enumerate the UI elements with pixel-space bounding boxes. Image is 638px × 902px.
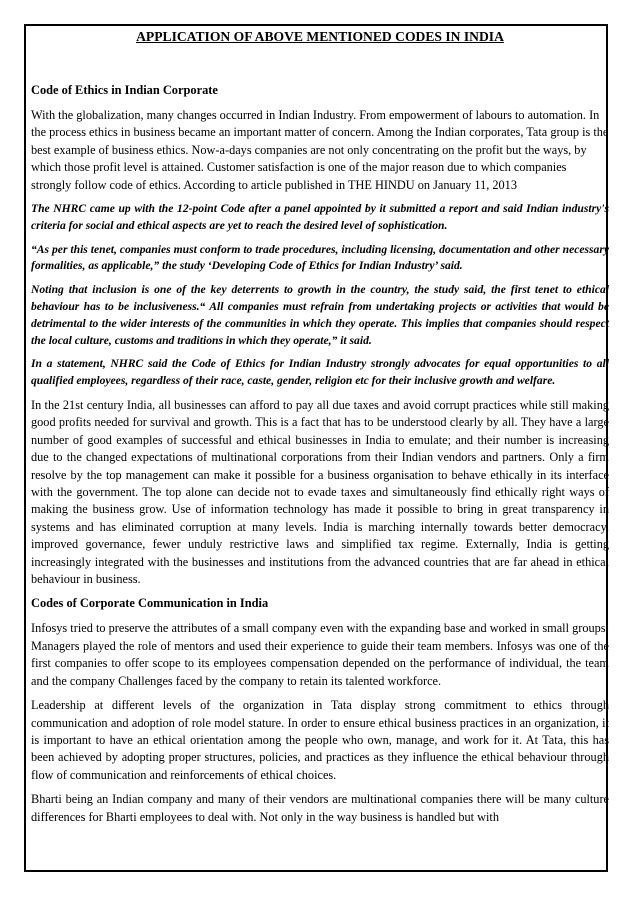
paragraph-bharti: Bharti being an Indian company and many of their vendors are multinational companies there will be many culture differences for Bharti employees to deal with. Not only in the way business is handled but with	[31, 792, 609, 824]
page-title: APPLICATION OF ABOVE MENTIONED CODES IN INDIA	[136, 29, 504, 44]
quote-equal-opportunities: In a statement, NHRC said the Code of Ethics for Indian Industry strongly advocates for equal opportunities to all qualified employees, regardless of their race, caste, gender, religion etc for their inclusive growth and welfare.	[31, 357, 609, 388]
section-heading-corporate-communication: Codes of Corporate Communication in India	[31, 596, 269, 611]
quote-inclusiveness: Noting that inclusion is one of the key deterrents to growth in the country, the study said, the first tenet to ethical behaviour has to be inclusiveness.“ All companies must refrain from undertaking projects or activities that would be detrimental to the wider interests of the communities in which they operate. This implies that companies should respect the local culture, customs and traditions in which they operate,” it said.	[31, 283, 609, 347]
document-body	[31, 28, 609, 833]
paragraph-21st-century-india: In the 21st century India, all businesses can afford to pay all due taxes and avoid corrupt practices while still making good profits needed for survival and growth. This is a fact that has to be understood clearly by all. They have a large number of good examples of successful and ethical businesses in India to emulate; and their number is increasing due to the changed expectations of multinational corporations from their Indian vendors and partners. Only a firm resolve by the top management can make it possible for a business organisation to behave ethically in its interface with the government. The top alone can decide not to evade taxes and simultaneously find ethically right ways of making the business grow. Use of information technology has made it possible to bring in great transparency in systems and has eliminated corruption at many levels. India is marching internally towards better democracy, improved governance, fewer unduly restrictive laws and simplified tax regime. Externally, India is getting increasingly integrated with the businesses and institutions from the advanced countries that are far ahead in ethical behaviour in business.	[31, 398, 609, 587]
paragraph-globalization: With the globalization, many changes occurred in Indian Industry. From empowerment of labours to automation. In the process ethics in business became an important matter of concern. Among the Indian corporates, Tata group is the best example of business ethics. Now-a-days companies are not only concentrating on the profit but the ways, by which those profit level is attained. Customer satisfaction is one of the major reason due to which companies strongly follow code of ethics. According to article published in THE HINDU on January 11, 2013	[31, 108, 609, 192]
quote-nhrc-12-point-code: The NHRC came up with the 12-point Code after a panel appointed by it submitted a report and said Indian industry's criteria for social and ethical aspects are yet to reach the desired level of sophistication.	[31, 202, 609, 232]
quote-trade-procedures: “As per this tenet, companies must conform to trade procedures, including licensing, documentation and other necessary formalities, as applicable,” the study ‘Developing Code of Ethics for Indian Industry’ said.	[31, 242, 609, 273]
section-heading-code-of-ethics: Code of Ethics in Indian Corporate	[31, 83, 218, 97]
paragraph-infosys: Infosys tried to preserve the attributes of a small company even with the expanding base and worked in small groups; Managers played the role of mentors and used their experience to guide their team members. Infosys was one of the first companies to offer scope to its employees compensation depended on the performance of individual, the team and the company Challenges faced by the company to retain its talented workforce.	[31, 621, 609, 688]
paragraph-tata-leadership: Leadership at different levels of the organization in Tata display strong commitment to ethics through communication and adoption of role model stature. In order to ensure ethical business practices in an organization, it is important to have an ethical orientation among the people who own, manage, and work for it. At Tata, this has been achieved by adopting proper structures, policies, and practices as they influence the ethical behaviour through flow of communication and reinforcements of ethical choices.	[31, 698, 609, 782]
